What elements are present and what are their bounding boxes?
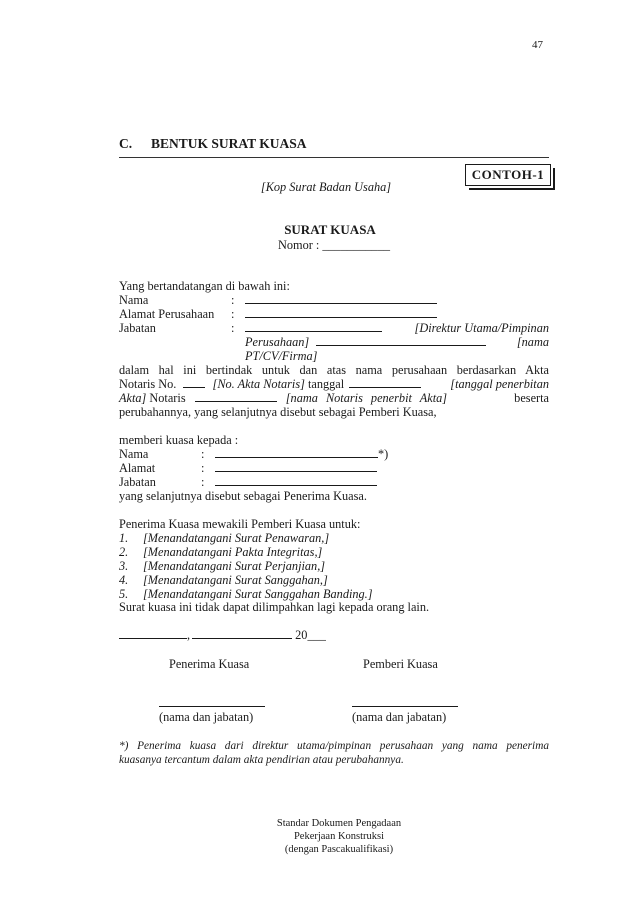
- no-transfer-text: Surat kuasa ini tidak dapat dilimpahkan lagi kepada orang lain.: [119, 600, 430, 614]
- akta-no-hint: [No. Akta Notaris]: [212, 377, 305, 391]
- task-text: [Menandatangani Surat Perjanjian,]: [143, 559, 326, 573]
- task-number: 2.: [119, 545, 129, 559]
- grantor-nama-blank: [245, 293, 437, 304]
- nama-pt-hint: [nama: [516, 335, 549, 349]
- footnote-line-1: *) Penerima kuasa dari direktur utama/pimpinan perusahaan yang nama penerima: [119, 740, 549, 752]
- grantor-alamat-blank: [245, 307, 437, 318]
- grantee-jabatan-row: [119, 475, 377, 489]
- colon: :: [201, 447, 205, 461]
- grantee-nama-label: Nama: [119, 447, 149, 461]
- contoh-label: CONTOH-1: [471, 167, 545, 182]
- grantee-alamat-label: Alamat: [119, 461, 156, 475]
- page-footer: [0, 817, 638, 856]
- section-title: BENTUK SURAT KUASA: [151, 136, 307, 151]
- body-line-4: perubahannya, yang selanjutnya disebut sebagai Pemberi Kuasa,: [119, 405, 437, 419]
- body-line-2: [119, 377, 549, 391]
- date-line: [119, 628, 326, 642]
- grantee-alamat-row: [119, 461, 377, 475]
- task-number: 5.: [119, 587, 129, 601]
- task-text: [Menandatangani Surat Sanggahan,]: [143, 573, 328, 587]
- grantee-after: yang selanjutnya disebut sebagai Penerima Kuasa.: [119, 489, 367, 503]
- grantor-jabatan-row: [119, 321, 549, 335]
- pemberi-nama-jabatan: (nama dan jabatan): [352, 710, 447, 724]
- list-item: [119, 587, 373, 601]
- akta-hint-end: Akta]: [119, 391, 147, 405]
- perusahaan-blank: [316, 335, 486, 346]
- footer-line: (dengan Pascakualifikasi): [284, 844, 394, 855]
- list-item: [119, 559, 373, 573]
- list-item: [119, 545, 373, 559]
- notaris-blank: [195, 391, 277, 402]
- task-number: 3.: [119, 559, 129, 573]
- kop-surat: [Kop Surat Badan Usaha]: [260, 180, 392, 194]
- grantor-nama-row: [119, 293, 437, 307]
- grantee-nama-row: [119, 447, 388, 461]
- body-line-1: dalam hal ini bertindak untuk dan atas nama perusahaan berdasarkan Akta: [119, 363, 549, 377]
- grantee-intro: memberi kuasa kepada :: [119, 433, 239, 447]
- section-divider: [119, 157, 549, 158]
- grantor-alamat-label: Alamat Perusahaan: [119, 307, 215, 321]
- date-year: 20___: [295, 628, 326, 642]
- task-text: [Menandatangani Surat Penawaran,]: [143, 531, 330, 545]
- notaris-name-hint: [nama Notaris penerbit Akta]: [285, 391, 448, 405]
- intro-text: Yang bertandatangan di bawah ini:: [119, 279, 290, 293]
- footnote-mark: *): [378, 447, 389, 461]
- letter-title: [0, 222, 638, 238]
- tasks-intro: Penerima Kuasa mewakili Pemberi Kuasa untuk:: [119, 517, 361, 531]
- grantee-nama-blank: [215, 447, 378, 458]
- colon: :: [231, 307, 235, 321]
- colon: :: [231, 321, 235, 335]
- task-text: [Menandatangani Surat Sanggahan Banding.]: [143, 587, 373, 601]
- letter-title-text: SURAT KUASA: [284, 222, 376, 237]
- date-blank: [192, 628, 292, 639]
- penerima-label: Penerima Kuasa: [169, 657, 250, 671]
- colon: :: [231, 293, 235, 307]
- grantor-perusahaan-row: [245, 335, 549, 349]
- grantor-jabatan-label: Jabatan: [119, 321, 156, 335]
- pt-cv-hint: PT/CV/Firma]: [245, 349, 318, 363]
- footnote-line-2: kuasanya tercantum dalam akta pendirian atau perubahannya.: [119, 754, 404, 766]
- pemberi-label: Pemberi Kuasa: [363, 657, 438, 671]
- beserta-text: beserta: [514, 391, 549, 405]
- notaris-no-label: Notaris No.: [119, 377, 177, 391]
- grantor-alamat-row: [119, 307, 437, 321]
- colon: :: [201, 461, 205, 475]
- page-number: 47: [532, 39, 543, 51]
- section-heading: [119, 136, 307, 152]
- body-line-3: [119, 391, 549, 405]
- task-number: 1.: [119, 531, 129, 545]
- tanggal-label: tanggal: [307, 377, 345, 391]
- colon: :: [201, 475, 205, 489]
- perusahaan-hint: Perusahaan]: [245, 335, 310, 349]
- penerima-sign-line: [159, 706, 265, 707]
- grantor-nama-label: Nama: [119, 293, 149, 307]
- notaris-label: Notaris: [149, 391, 186, 405]
- penerima-nama-jabatan: (nama dan jabatan): [159, 710, 254, 724]
- list-item: [119, 573, 373, 587]
- tanggal-hint: [tanggal penerbitan: [450, 377, 549, 391]
- grantee-alamat-blank: [215, 461, 377, 472]
- date-comma: ,: [187, 628, 191, 642]
- place-blank: [119, 628, 187, 639]
- pemberi-sign-line: [352, 706, 458, 707]
- section-letter: C.: [119, 136, 133, 151]
- task-text: [Menandatangani Pakta Integritas,]: [143, 545, 323, 559]
- nomor-line: Nomor : ___________: [277, 238, 391, 252]
- footer-line: Pekerjaan Konstruksi: [293, 831, 385, 842]
- grantee-jabatan-blank: [215, 475, 377, 486]
- grantee-jabatan-label: Jabatan: [119, 475, 156, 489]
- tanggal-blank: [349, 377, 421, 388]
- grantor-jabatan-blank: [245, 321, 382, 332]
- footer-line: Standar Dokumen Pengadaan: [276, 818, 402, 829]
- notaris-no-blank: [183, 377, 205, 388]
- task-number: 4.: [119, 573, 129, 587]
- task-list: [119, 531, 373, 601]
- jabatan-hint: [Direktur Utama/Pimpinan: [414, 321, 549, 335]
- list-item: [119, 531, 373, 545]
